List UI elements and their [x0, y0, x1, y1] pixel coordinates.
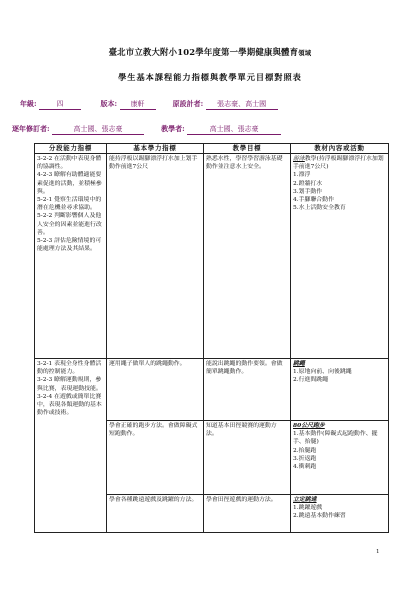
content-item: 5.水上活動安全教育 — [293, 205, 346, 212]
content-item: 1.基本動作(障礙式起跑動作、擺手、抬腿) — [293, 431, 378, 446]
content-item: 2.抬腿跑 — [293, 447, 317, 454]
header-content-activity: 教材內容或活動 — [291, 144, 389, 154]
header-basic-indicator: 基本學力指標 — [107, 144, 204, 154]
info-row-2 — [12, 124, 281, 135]
indicator-table — [34, 143, 389, 533]
designer-value: 張志豪、高士國 — [206, 99, 278, 110]
segment-indicators — [35, 154, 107, 359]
indicator-item: 3-2-3 瞭解運動規則，參與比賽，表現運動技能。 — [37, 377, 102, 392]
teaching-goal: 學會田徑遊戲的運動方法。 — [204, 495, 291, 533]
indicator-item: 3-2-1 表現全身性身體活動的控制能力。 — [37, 361, 102, 376]
content-item: 4.衝刺跑 — [293, 464, 317, 471]
content-item: 2.行進間跳繩 — [293, 377, 329, 384]
header-teaching-goal: 教學目標 — [204, 144, 291, 154]
info-row-1 — [20, 99, 278, 110]
indicator-item: 5-2-2 判斷影響個人及他人安全的因素並能進行改善。 — [37, 213, 102, 236]
page-subtitle: 學生基本課程能力指標與教學單元目標對照表 — [118, 72, 302, 82]
table-header-row — [35, 144, 389, 154]
basic-indicator: 學會各種跳遠遊戲及跳躍的方法。 — [107, 495, 204, 533]
content-item: 2.跳遠基本動作練習 — [293, 513, 346, 520]
basic-indicator: 運用繩子做單人的跳繩動作。 — [107, 359, 204, 421]
basic-indicator: 學會正確的跑步方法。會做障礙式短跑動作。 — [107, 421, 204, 495]
table-row — [35, 359, 389, 421]
version-value: 康軒 — [120, 99, 156, 110]
table-row — [35, 154, 389, 359]
teaching-goal: 能說出跳繩的動作要領。會做簡單跳繩動作。 — [204, 359, 291, 421]
teachers-value: 高士國、張志豪 — [187, 124, 281, 135]
version-label: 版本: — [100, 99, 118, 108]
indicator-item: 3-2-2 在活動中表現身體的協調性。 — [37, 156, 102, 171]
content-heading-em: 游泳 — [293, 156, 305, 162]
indicator-item: 3-2-4 在遊戲或簡單比賽中，表現各類運動的基本動作或技術。 — [37, 393, 102, 417]
content-item: 2.蹬牆打水 — [293, 180, 323, 187]
content-item: 1.原地向前、向後跳繩 — [293, 369, 352, 376]
content-item: 3.划手動作 — [293, 188, 323, 195]
content-activity — [291, 495, 389, 533]
revisers-label: 逐年修訂者: — [12, 124, 50, 133]
content-heading: 立定跳遠 — [293, 496, 317, 503]
basic-indicator: 能持浮板以踢腳漂浮打水加上划手動作前進7公尺 — [107, 154, 204, 359]
title-main: 臺北市立教大附小102學年度第一學期健康與體育 — [108, 47, 299, 57]
page-number: 1 — [376, 549, 380, 555]
header-segment-indicator: 分段能力指標 — [35, 144, 107, 154]
content-heading — [293, 155, 386, 171]
teaching-goal: 知道基本田徑競賽的運動方法。 — [204, 421, 291, 495]
content-heading: 80公尺跑步 — [293, 422, 325, 429]
page-title — [0, 46, 420, 58]
content-activity — [291, 421, 389, 495]
revisers-value: 高士國、張志豪 — [52, 124, 144, 135]
indicator-item: 4-2-3 瞭解有助體適能要素促進的活動，並積極參與。 — [37, 172, 102, 195]
content-item: 1.漂浮 — [293, 172, 311, 179]
content-item: 3.折返跑 — [293, 455, 317, 462]
content-heading: 跳繩 — [293, 360, 305, 367]
content-heading-rest: 教學(持浮板踢腳漂浮打水加划手前進7公尺) — [293, 156, 384, 171]
grade-value: 四 — [39, 99, 81, 110]
teaching-goal: 熟悉水性，學習學習游泳基礎動作並注意水上安全。 — [204, 154, 291, 359]
title-suffix: 領域 — [298, 49, 312, 57]
indicator-item: 5-2-1 覺察生活環境中的潛在危機並尋求協助。 — [37, 197, 102, 212]
designer-label: 原設計者: — [172, 99, 204, 108]
indicator-item: 5-2-3 評估危險情境的可能處理方法及其結果。 — [37, 238, 102, 253]
content-activity — [291, 359, 389, 421]
grade-label: 年級: — [20, 99, 37, 108]
teachers-label: 教學者: — [161, 124, 185, 133]
segment-indicators — [35, 359, 107, 533]
content-item: 1.跳躍遊戲 — [293, 505, 323, 512]
content-item: 4.手腳聯合動作 — [293, 197, 334, 204]
content-activity — [291, 154, 389, 359]
